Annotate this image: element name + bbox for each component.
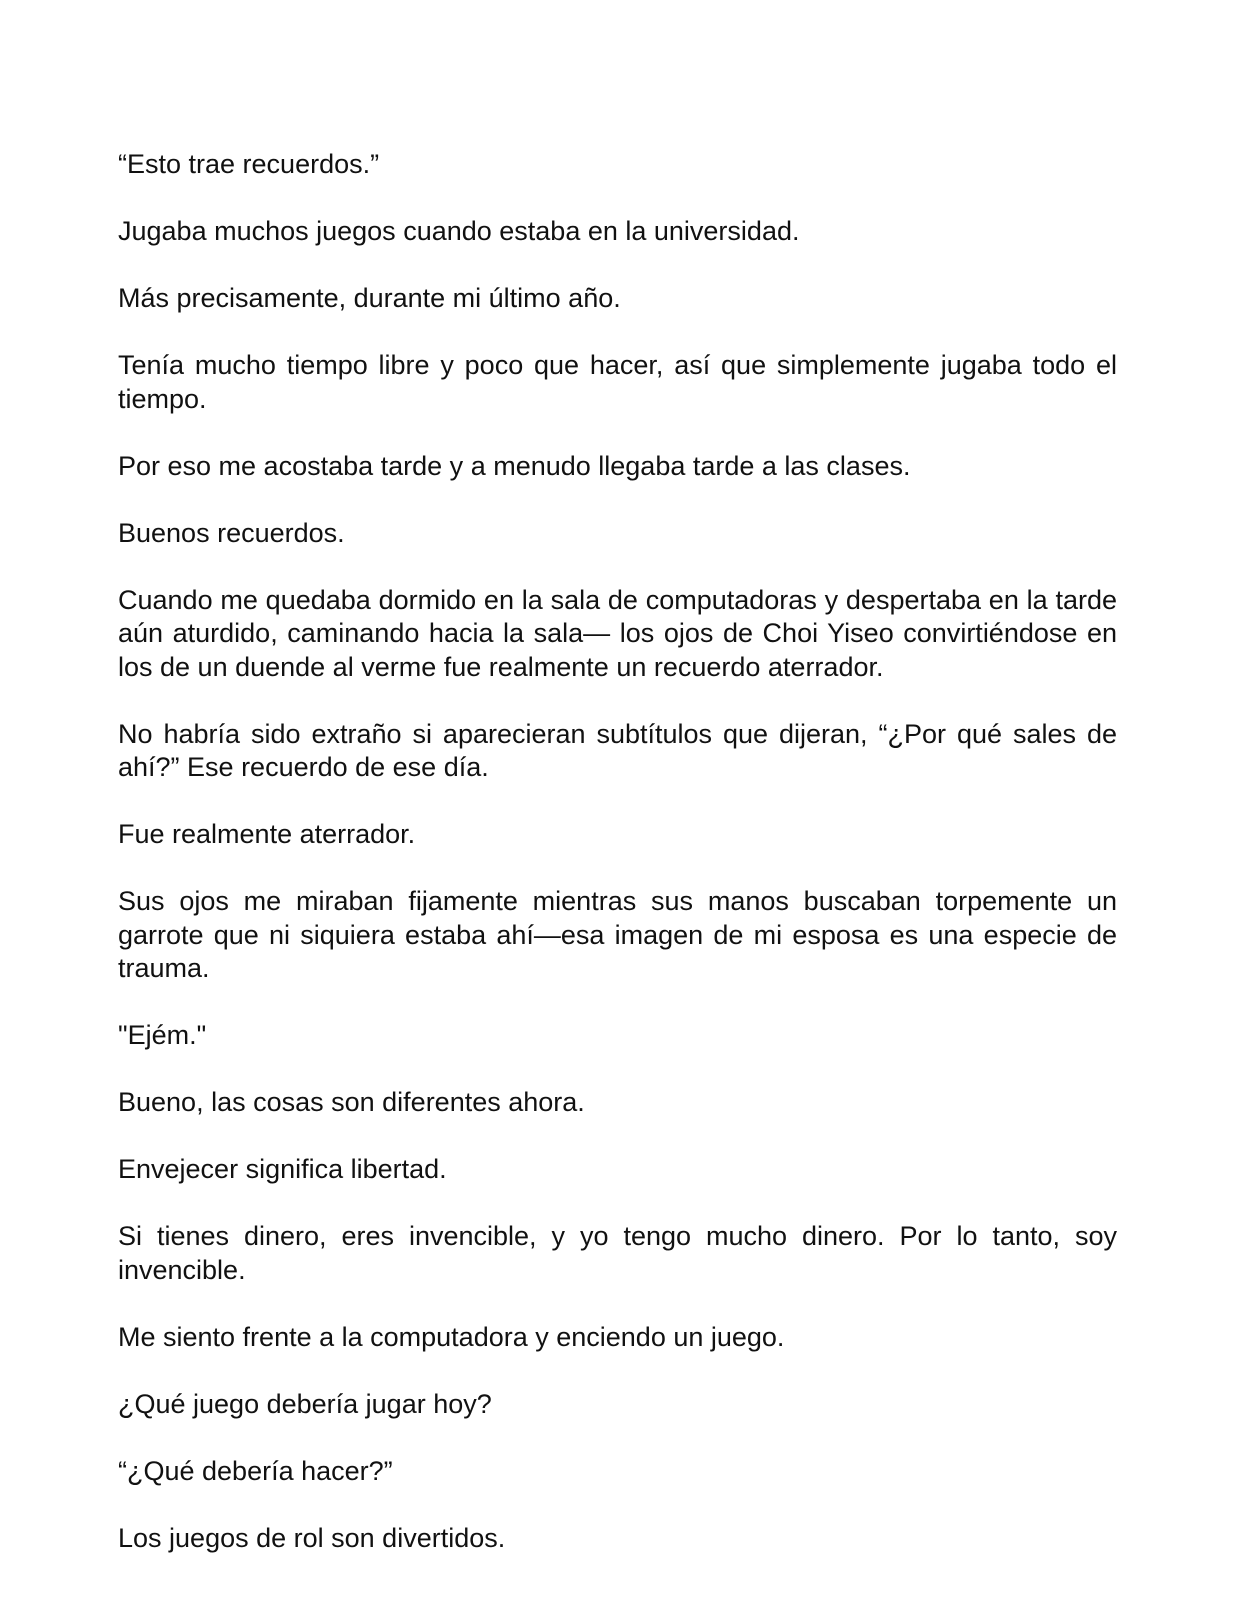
paragraph: Si tienes dinero, eres invencible, y yo tengo mucho dinero. Por lo tanto, soy invencible. [118, 1221, 1117, 1285]
paragraph: Jugaba muchos juegos cuando estaba en la universidad. [118, 216, 800, 246]
paragraph: Me siento frente a la computadora y enciendo un juego. [118, 1321, 785, 1352]
paragraph: Más precisamente, durante mi último año. [118, 283, 621, 313]
paragraph: “¿Qué debería hacer?” [118, 1455, 393, 1486]
paragraph: Envejecer significa libertad. [118, 1154, 447, 1184]
paragraph: Tenía mucho tiempo libre y poco que hacer, así que simplemente jugaba todo el tiempo. [118, 350, 1117, 414]
paragraph: Por eso me acostaba tarde y a menudo llegaba tarde a las clases. [118, 450, 911, 481]
paragraph: Cuando me quedaba dormido en la sala de computadoras y despertaba en la tarde aún aturdido, caminando hacia la sala— los ojos de Choi Yiseo convirtiéndose en los de un duende al verme fue realmente un recuerdo aterrador. [118, 584, 1117, 682]
paragraph: Fue realmente aterrador. [118, 819, 416, 849]
paragraph: “Esto trae recuerdos.” [118, 149, 380, 179]
document-body [118, 148, 1117, 1555]
paragraph: "Ejém." [118, 1020, 207, 1050]
paragraph: No habría sido extraño si aparecieran subtítulos que dijeran, “¿Por qué sales de ahí?” Ese recuerdo de ese día. [118, 718, 1117, 782]
paragraph: Buenos recuerdos. [118, 517, 345, 548]
paragraph: Sus ojos me miraban fijamente mientras sus manos buscaban torpemente un garrote que ni siquiera estaba ahí—esa imagen de mi esposa es una especie de trauma. [118, 886, 1117, 983]
paragraph: Los juegos de rol son divertidos. [118, 1522, 506, 1553]
paragraph: Bueno, las cosas son diferentes ahora. [118, 1087, 585, 1117]
paragraph: ¿Qué juego debería jugar hoy? [118, 1388, 492, 1419]
